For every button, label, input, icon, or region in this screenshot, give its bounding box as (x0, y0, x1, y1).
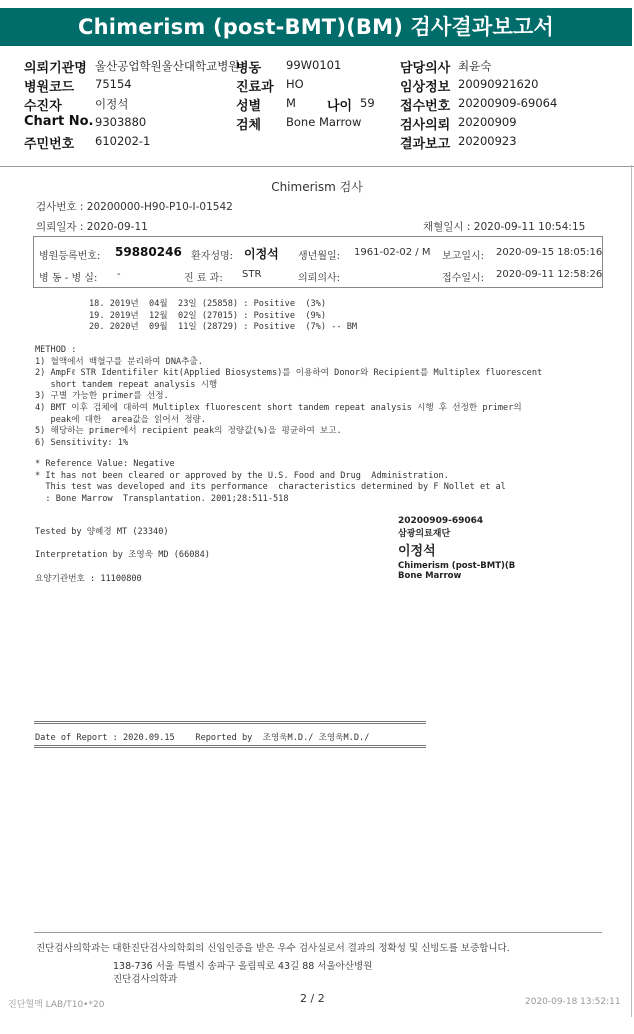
label-test-request: 검사의뢰 (400, 118, 451, 133)
value-resident-no: 610202-1 (95, 134, 151, 148)
patient-box (33, 236, 603, 288)
label-institution: 의뢰기관명 (24, 61, 87, 76)
footer-divider (34, 932, 602, 933)
label-department: 진료과 (236, 80, 274, 95)
value-ward: 99W0101 (286, 58, 342, 72)
reference-line: This test was developed and its performance characteristics determined by F Nollet et al (35, 482, 506, 493)
stamp-org: 삼광의료재단 (398, 529, 451, 539)
reg-no-value: 59880246 (115, 245, 182, 259)
value-chart-no: 9303880 (95, 115, 147, 129)
certification-text: 진단검사의학과는 대한진단검사의학회의 신임인증을 받은 우수 검사실로서 결과의 정확성 및 신빙도를 보증합니다. (36, 943, 510, 954)
value-patient: 이정석 (95, 97, 129, 111)
label-result-report: 결과보고 (400, 137, 451, 152)
label-clinical-info: 임상정보 (400, 80, 451, 95)
report-date-line: Date of Report : 2020.09.15 Reported by 조영욱M.D./ 조영욱M.D./ (35, 733, 370, 743)
history-item: 18. 2019년 04월 23일 (25858) : Positive (3%) (89, 299, 327, 309)
value-specimen: Bone Marrow (286, 115, 362, 129)
reference-line: : Bone Marrow Transplantation. 2001;28:511-518 (35, 493, 289, 504)
label-doctor: 담당의사 (400, 61, 451, 76)
value-test-request: 20200909 (458, 115, 517, 129)
interpretation-by: Interpretation by 조영욱 MD (66084) (35, 550, 210, 560)
label-patient: 수진자 (24, 99, 62, 114)
method-line: peak에 대한 area값을 읽어서 정량. (35, 414, 206, 425)
ward-value: - (117, 269, 121, 280)
dob-label: 생년월일: (298, 251, 341, 262)
method-line: 4) BMT 이후 검체에 대하여 Multiplex fluorescent short tandem repeat analysis 시행 후 선정한 primer의 (35, 402, 522, 413)
label-specimen: 검체 (236, 118, 262, 133)
address-text: 138-736 서울 특별시 송파구 올림픽로 43길 88 서울아산병원 (113, 961, 373, 972)
method-line: 6) Sensitivity: 1% (35, 437, 129, 448)
method-line: 1) 혈액에서 백혈구를 분리하여 DNA추출. (35, 356, 203, 367)
page-number: 2 / 2 (300, 992, 325, 1005)
history-item: 19. 2019년 12월 02일 (27015) : Positive (9%) (89, 310, 327, 321)
method-line: 3) 구별 가능한 primer를 선정. (35, 391, 169, 402)
header-info (0, 52, 634, 162)
method-line: 2) AmpFℓ STR Identifiler kit(Applied Biosystems)를 이용하여 Donor와 Recipient를 Multiplex fluorescent (35, 368, 543, 379)
reference-section (35, 459, 506, 505)
value-clinical-info: 20090921620 (458, 77, 539, 91)
department-text: 진단검사의학과 (113, 974, 178, 985)
label-receipt-no: 접수번호 (400, 99, 451, 114)
stamp-name: 이정석 (398, 544, 436, 559)
dob-value: 1961-02-02 / M (354, 247, 431, 258)
history-list (89, 299, 357, 334)
double-rule (34, 721, 426, 724)
print-timestamp: 2020-09-18 13:52:11 (525, 997, 621, 1007)
label-hospital-code: 병원코드 (24, 80, 75, 95)
method-section (35, 345, 542, 449)
stamp-test: Chimerism (post-BMT)(B (398, 561, 516, 571)
label-age: 나이 (327, 99, 353, 114)
name-value: 이정석 (244, 247, 279, 261)
tested-by: Tested by 양혜경 MT (23340) (35, 527, 169, 537)
report-frame (2, 165, 632, 1017)
value-result-report: 20200923 (458, 134, 517, 148)
label-ward: 병동 (236, 61, 262, 76)
dept-label: 진 료 과: (184, 273, 223, 284)
report-title-bar: Chimerism (post-BMT)(BM) 검사결과보고서 (0, 8, 632, 46)
history-item: 20. 2020년 09월 11일 (28729) : Positive (7%) -- BM (89, 322, 358, 333)
stamp-receipt: 20200909-69064 (398, 516, 484, 526)
receive-dt-label: 접수일시: (442, 273, 485, 284)
method-line: short tandem repeat analysis 시행 (35, 379, 218, 390)
value-age: 59 (360, 96, 375, 110)
receive-dt-value: 2020-09-11 12:58:26 (496, 269, 603, 280)
institution-number: 요양기관번호 : 11100800 (35, 574, 142, 584)
report-dt-value: 2020-09-15 18:05:16 (496, 247, 603, 258)
dept-value: STR (242, 269, 262, 280)
method-line: METHOD : (35, 345, 77, 355)
ward-label: 병 동 - 병 실: (39, 273, 98, 284)
value-sex: M (286, 96, 296, 110)
lab-stamp (398, 516, 515, 581)
stamp-specimen: Bone Marrow (398, 571, 462, 581)
label-chart-no: Chart No. (24, 114, 94, 129)
value-institution: 울산공업학원울산대학교병원 (95, 59, 240, 73)
value-department: HO (286, 77, 304, 91)
report-dt-label: 보고일시: (442, 251, 485, 262)
label-resident-no: 주민번호 (24, 137, 75, 152)
name-label: 환자성명: (191, 251, 234, 262)
doctor-label: 의뢰의사: (298, 273, 341, 284)
value-receipt-no: 20200909-69064 (458, 96, 558, 110)
request-date: 의뢰일자 : 2020-09-11 (36, 221, 148, 233)
report-subtitle: Chimerism 검사 (271, 180, 363, 194)
double-rule (34, 745, 426, 748)
label-sex: 성별 (236, 99, 262, 114)
value-hospital-code: 75154 (95, 77, 132, 91)
value-doctor: 최윤숙 (458, 59, 492, 73)
reference-line: * Reference Value: Negative (35, 459, 175, 469)
test-number: 검사번호 : 20200000-H90-P10-I-01542 (36, 201, 233, 213)
collect-date: 채혈일시 : 2020-09-11 10:54:15 (423, 221, 586, 233)
reg-no-label: 병원등록번호: (39, 251, 101, 262)
method-line: 5) 해당하는 primer에서 recipient peak의 정량값(%)을 평균하여 보고. (35, 426, 342, 437)
left-mark: 진단혈액 LAB/T10•*20 (8, 1000, 105, 1010)
reference-line: * It has not been cleared or approved by the U.S. Food and Drug Administration. (35, 470, 449, 481)
